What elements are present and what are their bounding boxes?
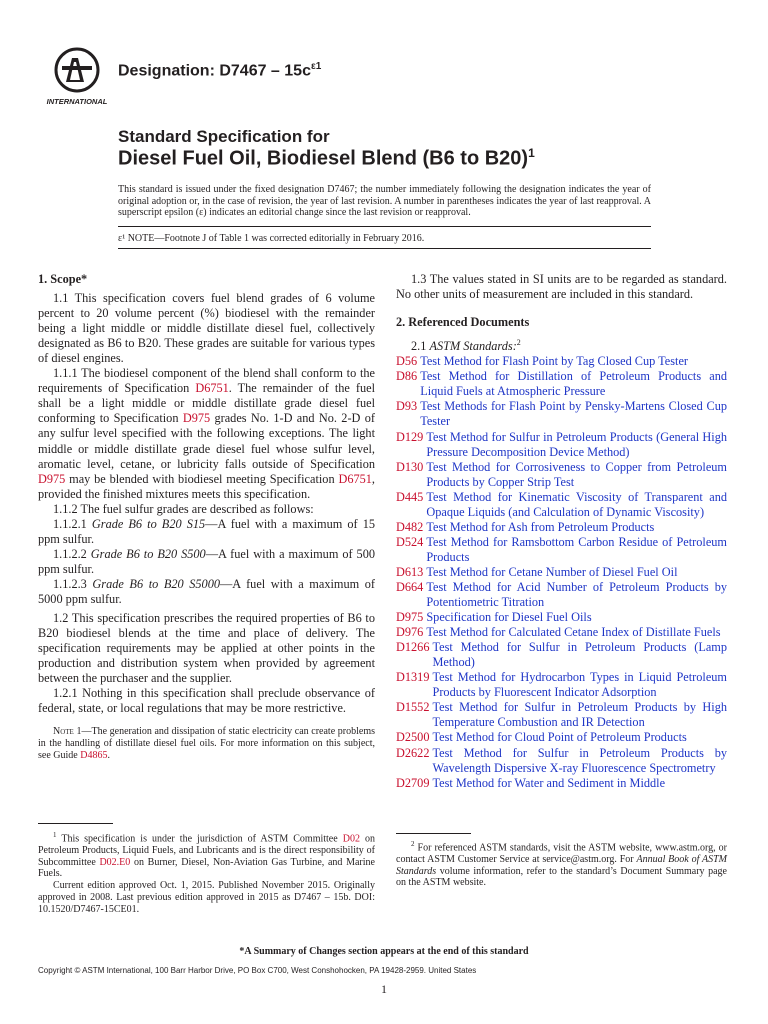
paragraph-1-2: 1.2 This specification prescribes the required properties of B6 to B20 biodiesel blends at the time and place of delivery. The specification requirements may be applied at other points in the production and distribution system when provided by agreement between the purchaser and the supplier. <box>38 611 375 686</box>
paragraph-grade-s500 <box>38 547 375 577</box>
reference-title-link[interactable]: Test Method for Kinematic Viscosity of Transparent and Opaque Liquids (and Calculation of Dynamic Viscosity) <box>426 489 727 519</box>
reference-title-link[interactable]: Test Method for Sulfur in Petroleum Products (Lamp Method) <box>432 640 727 670</box>
reference-code-link[interactable]: D482 <box>396 519 424 534</box>
designation-sup: ε1 <box>310 61 322 72</box>
text: 2.1 <box>411 339 430 354</box>
reference-code-link[interactable]: D56 <box>396 354 418 369</box>
text: Annual Book of ASTM Standards <box>396 854 727 877</box>
paragraph-grade-s15 <box>38 517 375 547</box>
text: on Petroleum Products, Liquid Fuels, and Lubricants and is the direct responsibility of Subcommittee <box>38 833 376 868</box>
reference-code-link[interactable]: D2500 <box>396 730 430 745</box>
reference-code-link[interactable]: D524 <box>396 534 424 549</box>
text: may be blended with biodiesel meeting Specification <box>65 471 339 486</box>
reference-title-link[interactable]: Test Method for Sulfur in Petroleum Products (General High Pressure Decomposition Device Method) <box>426 429 727 459</box>
divider <box>118 248 651 249</box>
designation-text: Designation: D7467 – 15c <box>118 62 311 80</box>
astm-logo <box>44 46 110 108</box>
footnote-1 <box>38 830 375 915</box>
reference-item[interactable] <box>396 490 727 520</box>
reference-title-link[interactable]: Test Method for Flash Point by Tag Closed Cup Tester <box>420 354 689 369</box>
paragraph-1-1: 1.1 This specification covers fuel blend grades of 6 volume percent to 20 volume percent (%) biodiesel with the remainder being a light middle or middle distillate diesel fuel, collectively designated as B6 to B20. These grades are suitable for various types of diesel engines. <box>38 291 375 366</box>
reference-item[interactable] <box>396 460 727 490</box>
edition-note: Current edition approved Oct. 1, 2015. Published November 2015. Originally approved in 2008. Last previous edition approved in 2015 as D7467 – 15b. DOI: 10.1520/D7467-15CE01. <box>38 880 375 915</box>
reference-code-link[interactable]: D613 <box>396 564 424 579</box>
summary-of-changes-notice: *A Summary of Changes section appears at the end of this standard <box>239 946 529 957</box>
paragraph-1-1-2: 1.1.2 The fuel sulfur grades are described as follows: <box>53 501 314 516</box>
intro-paragraph: This standard is issued under the fixed designation D7467; the number immediately following the designation indicates the year of original adoption or, in the case of revision, the year of last revision. A number in parentheses indicates the year of last reapproval. A superscript epsilon (ε) indicates an editorial change since the last revision or reapproval. <box>118 184 651 218</box>
link-d6751[interactable]: D6751 <box>195 381 229 396</box>
paragraph-1-2-1: 1.2.1 Nothing in this specification shall preclude observance of federal, state, or local regulations that may be more restrictive. <box>38 686 375 716</box>
reference-code-link[interactable]: D130 <box>396 459 424 474</box>
section-heading-referenced-documents: 2. Referenced Documents <box>396 315 530 330</box>
grade-name: Grade B6 to B20 S500 <box>90 546 206 561</box>
text: For referenced ASTM standards, visit the ASTM website, www.astm.org, or contact ASTM Customer Service at service@astm.org. For <box>396 842 727 866</box>
text: . The remainder of the fuel shall be a light middle or middle distillate grade diesel fuel conforming to Specification <box>38 381 375 426</box>
reference-item[interactable] <box>396 430 727 460</box>
reference-code-link[interactable]: D2709 <box>396 775 430 790</box>
reference-item[interactable] <box>396 535 727 565</box>
reference-code-link[interactable]: D1552 <box>396 700 430 715</box>
reference-title-link[interactable]: Test Method for Ash from Petroleum Products <box>426 519 655 534</box>
reference-code-link[interactable]: D976 <box>396 625 424 640</box>
reference-item[interactable] <box>396 610 727 625</box>
reference-item[interactable] <box>396 670 727 700</box>
title-footnote-ref: 1 <box>528 146 535 160</box>
reference-title-link[interactable]: Test Method for Acid Number of Petroleum Products by Potentiometric Titration <box>426 579 727 610</box>
astm-logo-mark <box>44 46 110 108</box>
text: volume information, refer to the standard’s Document Summary page on the ASTM website. <box>396 865 727 889</box>
reference-title-link[interactable]: Test Method for Ramsbottom Carbon Residue of Petroleum Products <box>426 534 727 564</box>
reference-item[interactable] <box>396 640 727 670</box>
footnote-divider <box>38 823 113 824</box>
paragraph-1-1-1 <box>38 366 375 501</box>
section-heading-scope: 1. Scope* <box>38 272 88 286</box>
reference-item[interactable] <box>396 700 727 730</box>
page-title <box>118 146 535 171</box>
footnote-ref: 2 <box>516 338 521 348</box>
text: —A fuel with a maximum of 5000 ppm sulfur. <box>38 576 376 606</box>
link-d975[interactable]: D975 <box>182 411 211 426</box>
reference-item[interactable] <box>396 520 727 535</box>
reference-code-link[interactable]: D1319 <box>396 670 430 685</box>
page-number: 1 <box>381 982 387 996</box>
reference-title-link[interactable]: Test Method for Sulfur in Petroleum Products by Wavelength Dispersive X-ray Fluorescence Spectrometry <box>432 745 727 775</box>
reference-item[interactable] <box>396 354 727 369</box>
astm-standards-label: ASTM Standards: <box>429 339 517 354</box>
note-1 <box>38 726 375 761</box>
reference-item[interactable] <box>396 399 727 429</box>
reference-code-link[interactable]: D93 <box>396 399 418 414</box>
reference-item[interactable] <box>396 565 727 580</box>
text: 1.1.2.1 <box>53 516 92 531</box>
reference-list <box>396 354 727 790</box>
reference-title-link[interactable]: Specification for Diesel Fuel Oils <box>426 610 592 625</box>
divider <box>118 226 651 227</box>
title-text: Diesel Fuel Oil, Biodiesel Blend (B6 to B20) <box>118 147 529 170</box>
footnote-number: 2 <box>411 840 415 848</box>
reference-item[interactable] <box>396 730 727 745</box>
reference-title-link[interactable]: Test Method for Sulfur in Petroleum Products by High Temperature Combustion and IR Detection <box>432 700 727 730</box>
reference-title-link[interactable]: Test Method for Hydrocarbon Types in Liquid Petroleum Products by Fluorescent Indicator Adsorption <box>432 670 727 700</box>
reference-item[interactable] <box>396 580 727 610</box>
note-label: Note 1 <box>53 726 82 738</box>
reference-title-link[interactable]: Test Method for Water and Sediment in Middle <box>432 775 666 790</box>
link-d02-e0[interactable]: D02.E0 <box>99 856 131 868</box>
link-d02[interactable]: D02 <box>342 833 360 845</box>
text: 1.1.2.3 <box>53 576 93 591</box>
text: —The generation and dissipation of static electricity can create problems in the handling of distillate diesel fuel oils. For more information on this subject, see Guide <box>38 726 375 761</box>
reference-code-link[interactable]: D1266 <box>396 640 430 655</box>
copyright-line: Copyright © ASTM International, 100 Barr Harbor Drive, PO Box C700, West Conshohocken, PA 19428-2959. United States <box>38 966 477 975</box>
reference-code-link[interactable]: D129 <box>396 429 424 444</box>
reference-title-link[interactable]: Test Method for Distillation of Petroleum Products and Liquid Fuels at Atmospheric Pressure <box>420 369 727 399</box>
grade-name: Grade B6 to B20 S15 <box>91 516 206 531</box>
text: 1.1.2.2 <box>53 546 91 561</box>
left-column <box>38 272 375 761</box>
text: —A fuel with a maximum of 15 ppm sulfur. <box>38 516 376 546</box>
paragraph-grade-s5000 <box>38 577 375 607</box>
reference-title-link[interactable]: Test Method for Corrosiveness to Copper from Petroleum Products by Copper Strip Test <box>426 459 727 489</box>
text: 1.1.1 The biodiesel component of the blend shall conform to the requirements of Specification <box>38 366 375 396</box>
text: on Burner, Diesel, Non-Aviation Gas Turbine, and Marine Fuels. <box>38 856 375 880</box>
reference-code-link[interactable]: D2622 <box>396 745 430 760</box>
link-d4865[interactable]: D4865 <box>80 749 108 761</box>
reference-item[interactable] <box>396 776 727 791</box>
reference-title-link[interactable]: Test Method for Calculated Cetane Index of Distillate Fuels <box>426 625 721 640</box>
footnote-2 <box>396 839 727 889</box>
reference-title-link[interactable]: Test Method for Cloud Point of Petroleum Products <box>432 730 687 745</box>
reference-item[interactable] <box>396 369 727 399</box>
reference-code-link[interactable]: D975 <box>396 610 424 625</box>
text: , provided the finished mixtures meets this specification. <box>38 471 375 501</box>
reference-item[interactable] <box>396 625 727 640</box>
editorial-note: ε¹ NOTE—Footnote J of Table 1 was corrected editorially in February 2016. <box>118 233 425 244</box>
paragraph-1-3: 1.3 The values stated in SI units are to be regarded as standard. No other units of measurement are included in this standard. <box>396 272 727 302</box>
footnote-divider <box>396 833 471 834</box>
link-d6751[interactable]: D6751 <box>338 471 372 486</box>
designation <box>118 61 321 80</box>
right-column <box>396 272 727 791</box>
reference-code-link[interactable]: D664 <box>396 579 424 594</box>
reference-item[interactable] <box>396 746 727 776</box>
paragraph-2-1 <box>396 335 727 354</box>
text: This specification is under the jurisdiction of ASTM Committee <box>56 833 343 845</box>
text: . <box>107 749 110 761</box>
reference-code-link[interactable]: D445 <box>396 489 424 504</box>
grade-name: Grade B6 to B20 S5000 <box>92 576 220 591</box>
link-d975[interactable]: D975 <box>38 471 66 486</box>
reference-title-link[interactable]: Test Method for Cetane Number of Diesel Fuel Oil <box>426 564 678 579</box>
reference-title-link[interactable]: Test Methods for Flash Point by Pensky-Martens Closed Cup Tester <box>420 399 727 429</box>
logo-text: INTERNATIONAL <box>46 97 108 106</box>
text: grades No. 1-D and No. 2-D of any sulfur level specified with the following exceptions. The light middle or middle distillate grade diesel fuel whose sulfur level, aromatic level, cetane, or lubricity falls outside of Specification <box>38 411 375 471</box>
footnote-number: 1 <box>53 831 57 839</box>
reference-code-link[interactable]: D86 <box>396 369 418 384</box>
text: —A fuel with a maximum of 500 ppm sulfur. <box>38 546 376 576</box>
title-line-1: Standard Specification for <box>118 127 330 146</box>
